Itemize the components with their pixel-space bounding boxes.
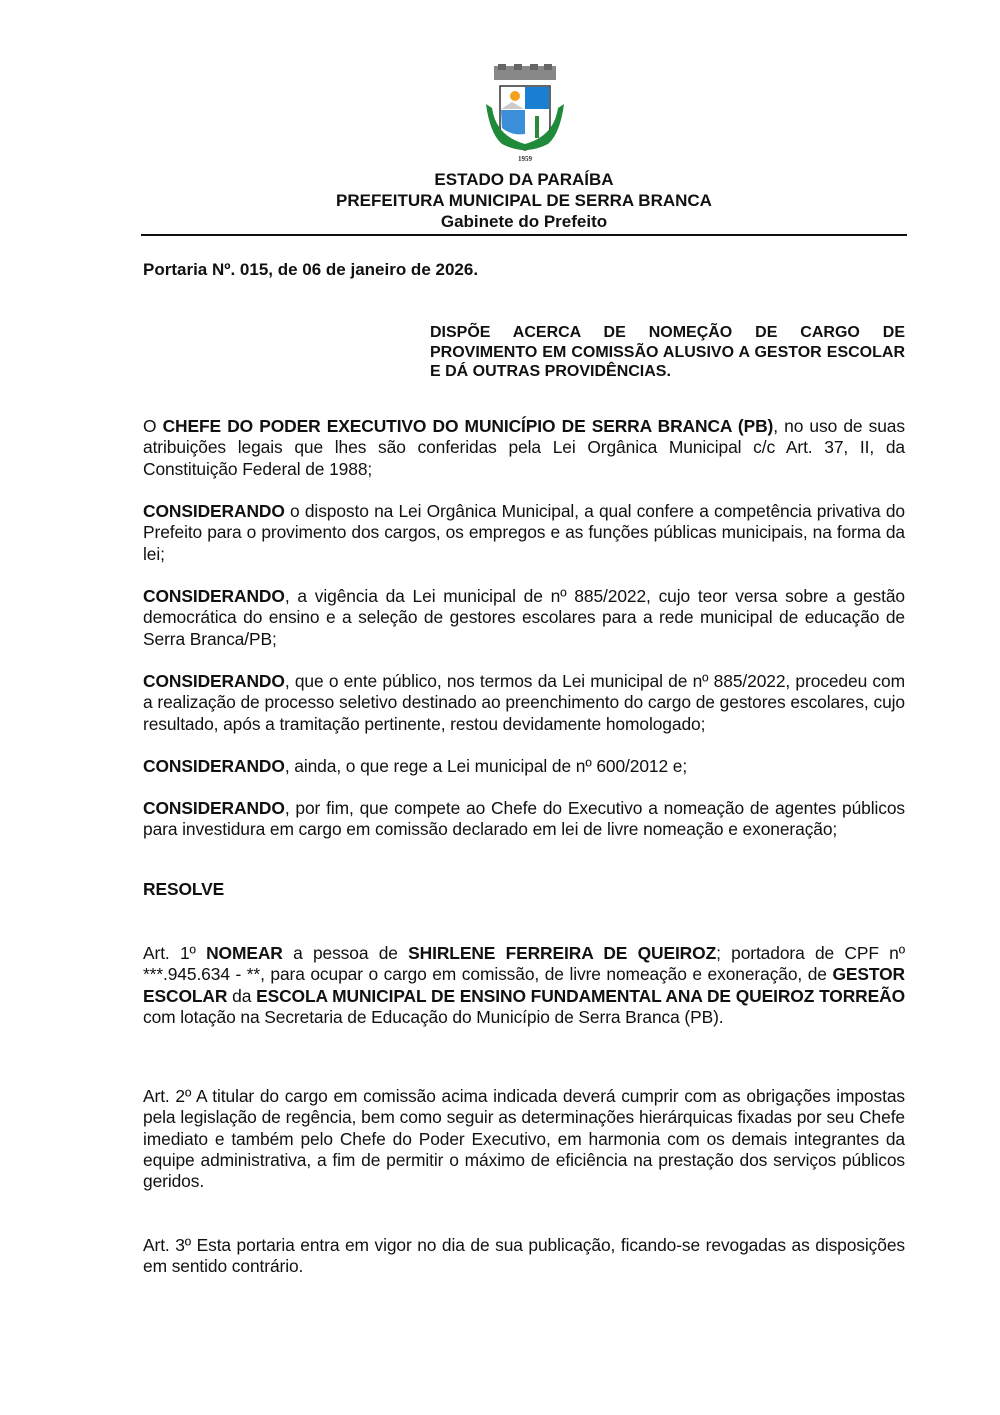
header-divider <box>141 234 907 236</box>
text: o disposto na Lei Orgânica Municipal, a qual confere a competência privativa do Prefeito para o provimento dos cargos, os empregos e as funções públicas municipais, na forma da lei; <box>143 501 905 564</box>
bold-text: ESCOLA MUNICIPAL DE ENSINO FUNDAMENTAL ANA DE QUEIROZ TORREÃO <box>256 985 906 1006</box>
text: Art. 1º <box>143 943 207 963</box>
text: , a vigência da Lei municipal de nº 885/2022, cujo teor versa sobre a gestão democrática do ensino e a seleção de gestores escolares para a rede municipal de educação de Serra Branca/PB; <box>143 586 905 649</box>
text: a pessoa de <box>282 943 409 963</box>
prefecture-heading: PREFEITURA MUNICIPAL DE SERRA BRANCA <box>336 191 712 210</box>
resolve-paragraph <box>143 879 905 900</box>
text: , que o ente público, nos termos da Lei municipal de nº 885/2022, procedeu com a realização de processo seletivo destinado ao preenchimento do cargo de gestores escolares, cujo resultado, após a tramitação pertinente, restou devidamente homologado; <box>143 671 905 734</box>
bold-text: NOMEAR <box>206 943 283 963</box>
bold-text: CONSIDERANDO <box>143 798 285 818</box>
article-1-paragraph <box>143 943 905 1028</box>
text: ; portadora de CPF nº ***.945.634 - **, para ocupar o cargo em comissão, de livre nomeação e exoneração, de <box>143 943 905 985</box>
bold-text: CONSIDERANDO <box>143 756 285 776</box>
considerando-3-paragraph <box>143 671 905 735</box>
text: , no uso de suas atribuições legais que lhes são conferidas pela Lei Orgânica Municipal c/c Art. 37, II, da Constituição Federal de 1988; <box>143 416 905 479</box>
text: Art. 3º Esta portaria entra em vigor no dia de sua publicação, ficando-se revogadas as disposições em sentido contrário. <box>143 1235 905 1277</box>
bold-text: GESTOR ESCOLAR <box>143 964 905 1006</box>
bold-text: CONSIDERANDO <box>143 586 285 606</box>
considerando-1-paragraph <box>143 501 905 565</box>
bold-text: CONSIDERANDO <box>143 501 285 521</box>
article-3-paragraph <box>143 1235 905 1278</box>
document-title: Portaria Nº. 015, de 06 de janeiro de 2026. <box>143 260 479 279</box>
office-heading: Gabinete do Prefeito <box>440 212 608 231</box>
article-2-paragraph <box>143 1086 905 1192</box>
text: com lotação na Secretaria de Educação do Município de Serra Branca (PB). <box>143 1006 724 1027</box>
bold-text: CHEFE DO PODER EXECUTIVO DO MUNICÍPIO DE SERRA BRANCA (PB) <box>162 416 774 436</box>
text: , ainda, o que rege a Lei municipal de nº 600/2012 e; <box>284 756 688 776</box>
bold-text: SHIRLENE FERREIRA DE QUEIROZ <box>408 943 717 963</box>
text: Art. 2º A titular do cargo em comissão acima indicada deverá cumprir com as obrigações impostas pela legislação de regência, bem como seguir as determinações hierárquicas fixadas por seu Chefe imediato e também pelo Chefe do Poder Executivo, em harmonia com os demais integrantes da equipe administrativa, a fim de permitir o máximo de eficiência na prestação dos serviços públicos geridos. <box>143 1086 905 1192</box>
state-heading: ESTADO DA PARAÍBA <box>434 170 614 189</box>
considerando-2-paragraph <box>143 586 905 650</box>
text: , por fim, que compete ao Chefe do Executivo a nomeação de agentes públicos para investidura em cargo em comissão declarado em lei de livre nomeação e exoneração; <box>143 798 905 840</box>
bold-text: RESOLVE <box>143 879 225 899</box>
municipal-coat-of-arms-logo <box>482 64 568 164</box>
considerando-4-paragraph <box>143 756 905 777</box>
bold-text: CONSIDERANDO <box>143 671 285 691</box>
svg-text:1959: 1959 <box>518 155 532 163</box>
preamble-paragraph <box>143 416 905 480</box>
text: da <box>227 985 257 1006</box>
considerando-5-paragraph <box>143 798 905 841</box>
ementa: DISPÕE ACERCA DE NOMEÇÃO DE CARGO DE PROVIMENTO EM COMISSÃO ALUSIVO A GESTOR ESCOLAR E DÁ OUTRAS PROVIDÊNCIAS. <box>430 324 905 380</box>
text: O <box>143 416 163 436</box>
